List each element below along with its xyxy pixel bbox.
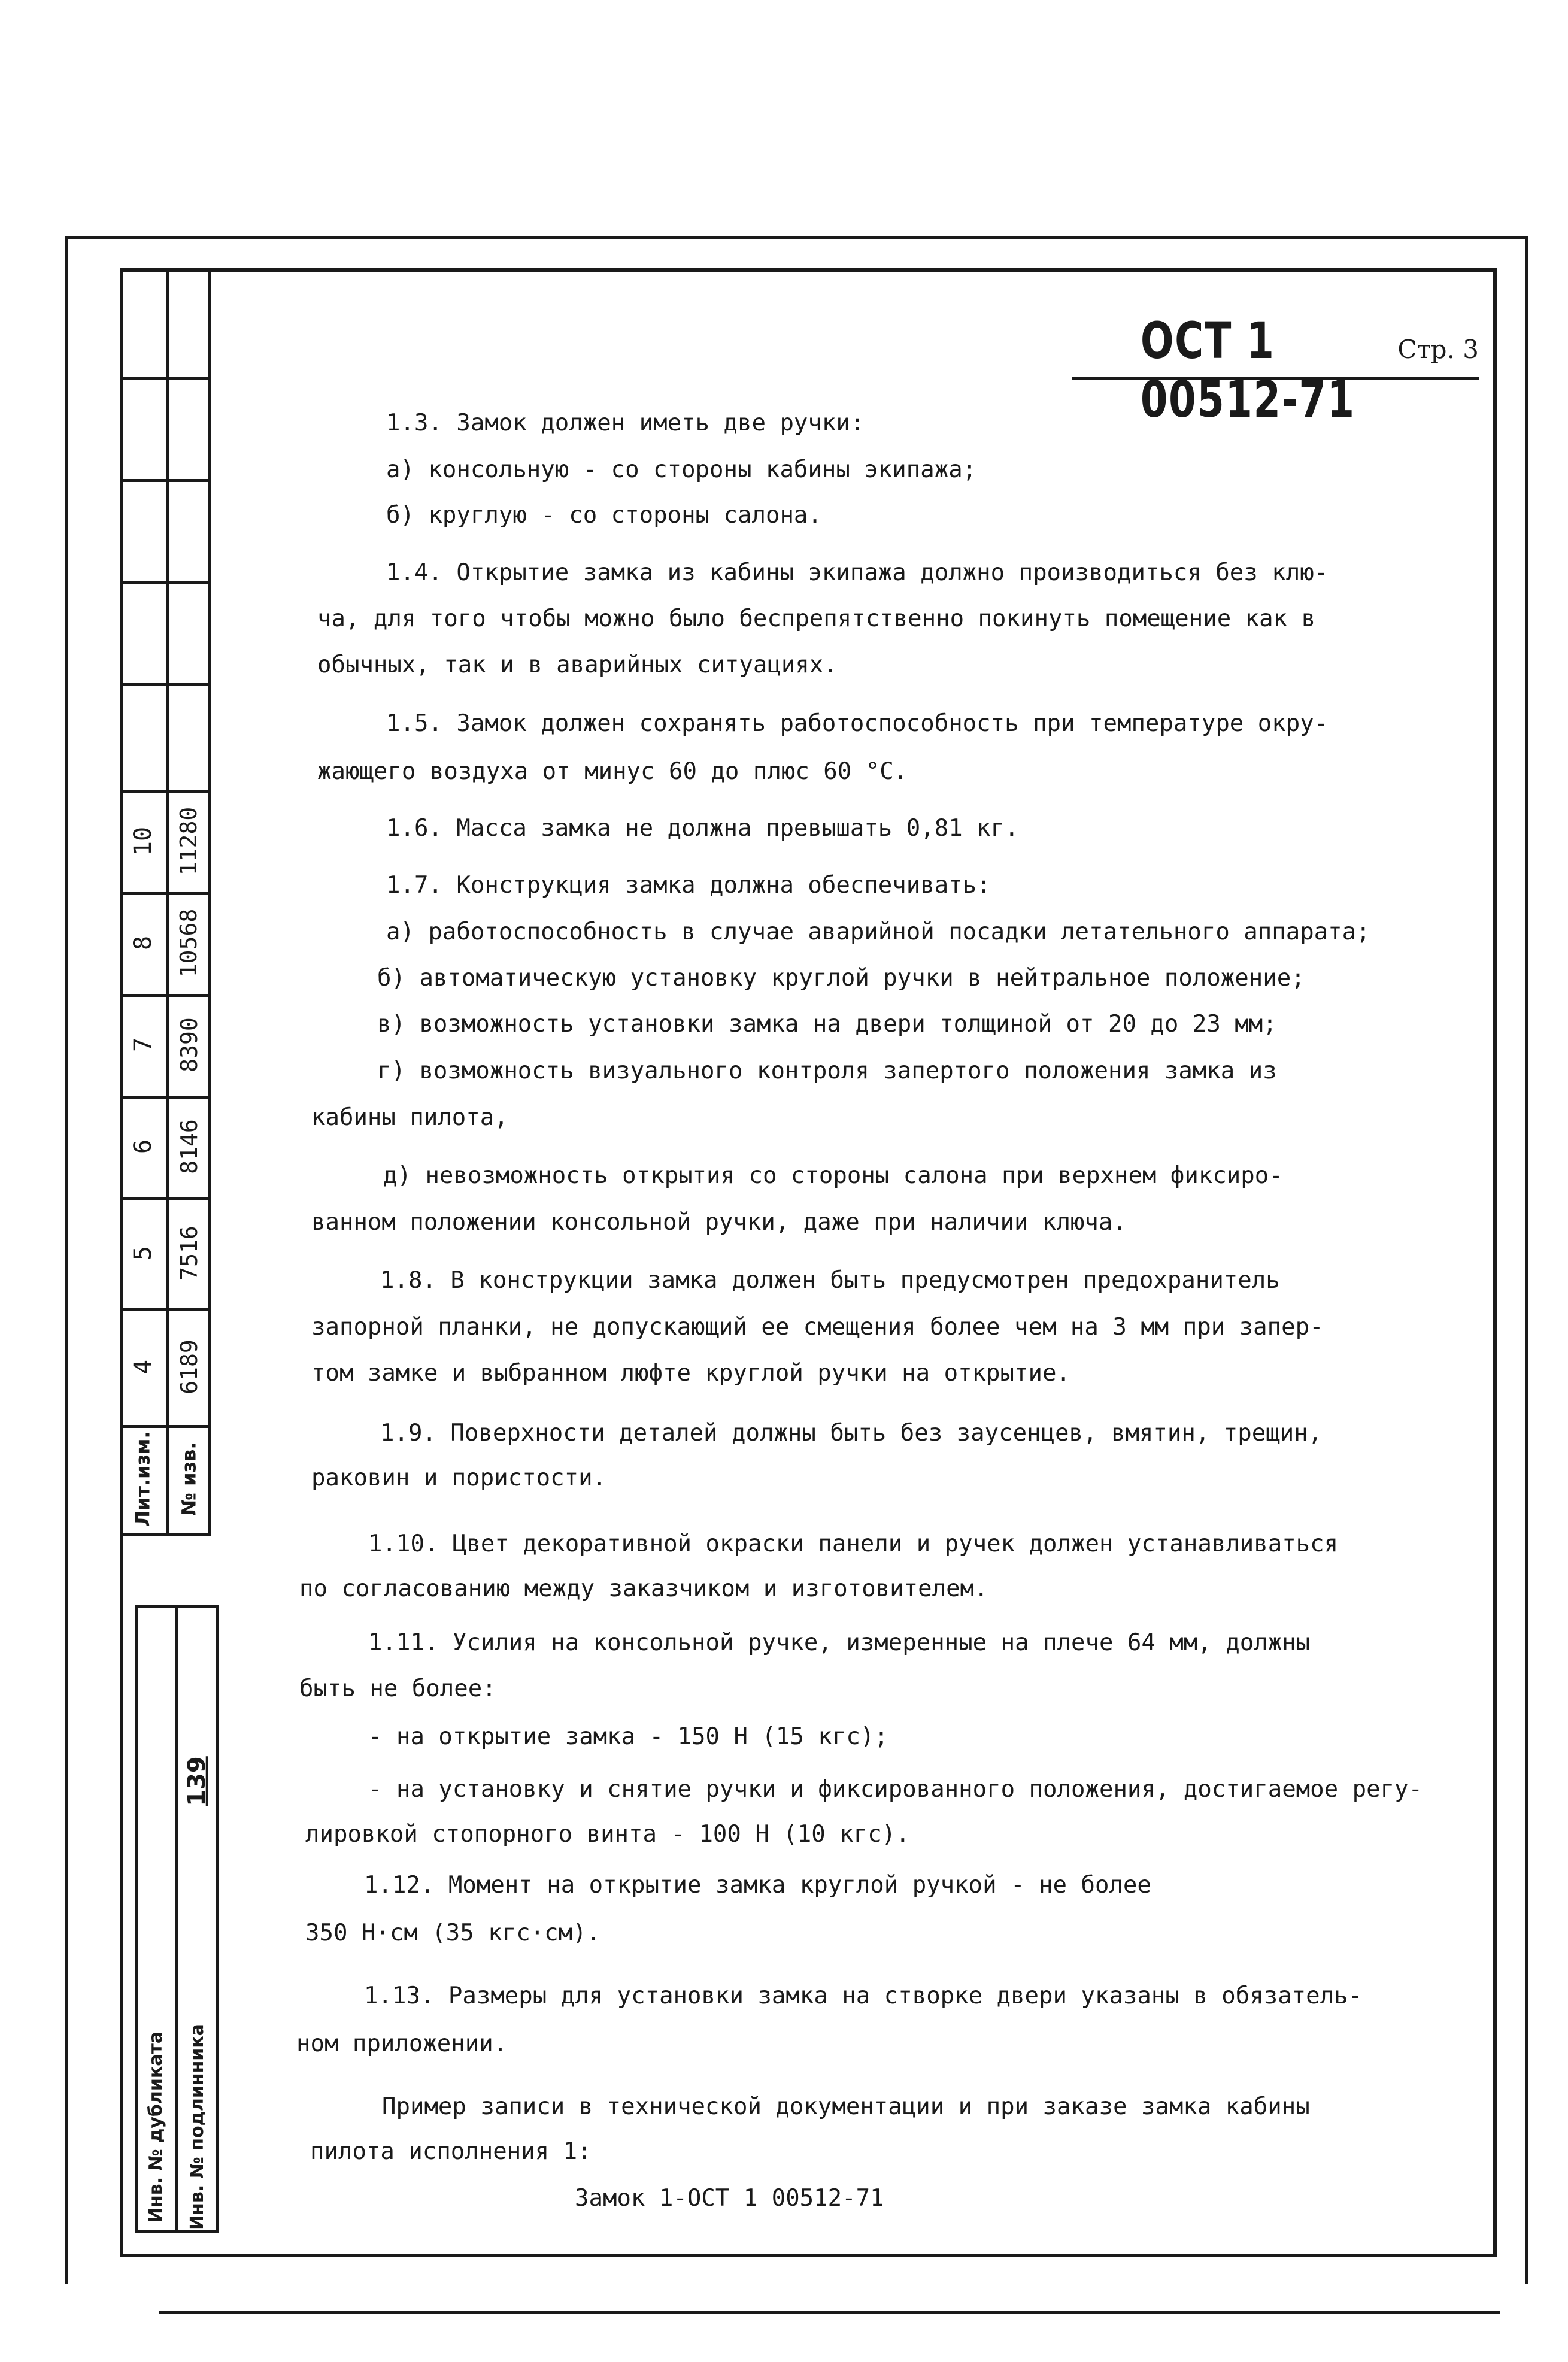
text-line: д) невозможность открытия со стороны салона при верхнем фиксиро- [383,1162,1283,1189]
notice-number-cell: 7516 [175,1225,202,1281]
page-number: Стр. 3 [1397,335,1479,364]
page-header [1072,311,1479,429]
text-line: 1.3. Замок должен иметь две ручки: [386,410,865,436]
designation-example: Замок 1-ОСТ 1 00512-71 [575,2185,884,2212]
change-number-cell: 5 [129,1245,157,1260]
text-line: 1.13. Размеры для установки замка на створке двери указаны в обязатель- [364,1982,1363,2009]
text-line: 1.11. Усилия на консольной ручке, измеренные на плече 64 мм, должны [368,1629,1311,1656]
text-line: а) консольную - со стороны кабины экипажа; [386,456,977,483]
text-line: г) возможность визуального контроля запертого положения замка из [377,1057,1277,1084]
side-table-row-line [120,377,211,380]
change-label-cell: Лит.изм. [132,1431,154,1527]
notice-label-cell: № изв. [177,1442,201,1516]
text-line: 1.8. В конструкции замка должен быть предусмотрен предохранитель [380,1267,1280,1294]
text-line: запорной планки, не допускающий ее смещения более чем на 3 мм при запер- [311,1314,1324,1341]
notice-number-cell: 8146 [175,1119,202,1174]
text-line: быть не более: [299,1675,496,1702]
text-line: 1.5. Замок должен сохранять работоспособность при температуре окру- [386,710,1329,737]
change-number-cell: 10 [129,826,157,856]
notice-number-cell: 6189 [175,1339,202,1394]
text-line: по согласованию между заказчиком и изготовителем. [299,1575,988,1602]
original-inventory-number: 139 [183,1756,211,1806]
text-line: 1.4. Открытие замка из кабины экипажа должно производиться без клю- [386,559,1329,586]
text-line: ча, для того чтобы можно было беспрепятственно покинуть помещение как в [317,605,1316,632]
side-table-divider-2 [208,268,211,1535]
text-line: ном приложении. [296,2030,508,2057]
change-number-cell: 8 [129,935,157,951]
text-line: Пример записи в технической документации и при заказе замка кабины [382,2093,1310,2120]
notice-number-cell: 10568 [175,908,202,978]
text-line: 350 Н·см (35 кгс·см). [305,1920,601,1946]
text-line: в) возможность установки замка на двери толщиной от 20 до 23 мм; [377,1011,1277,1038]
text-line: ванном положении консольной ручки, даже при наличии ключа. [311,1209,1127,1236]
standard-designation: ОСТ 1 00512-71 [1140,311,1355,429]
text-line: а) работоспособность в случае аварийной посадки летательного аппарата; [386,918,1370,945]
side-table-row-line [120,1533,211,1536]
text-line: б) круглую - со стороны салона. [386,502,822,529]
text-line: - на открытие замка - 150 Н (15 кгс); [368,1723,888,1750]
text-line: 1.7. Конструкция замка должна обеспечивать: [386,872,991,899]
bottom-rule [159,2311,1500,2314]
notice-number-cell: 11280 [175,806,202,876]
original-inventory-label: Инв. № подлинника [186,2024,208,2230]
change-number-cell: 6 [129,1139,157,1154]
text-line: обычных, так и в аварийных ситуациях. [317,651,838,678]
side-table-row-line [120,581,211,584]
text-line: кабины пилота, [311,1104,508,1131]
text-line: б) автоматическую установку круглой ручки в нейтральное положение; [377,965,1305,992]
text-line: - на установку и снятие ручки и фиксированного положения, достигаемое регу- [368,1776,1423,1803]
text-line: пилота исполнения 1: [310,2138,592,2165]
text-line: 1.12. Момент на открытие замка круглой ручкой - не более [364,1872,1151,1899]
side-table-row-line [120,683,211,686]
text-line: 1.10. Цвет декоративной окраски панели и ручек должен устанавливаться [368,1530,1339,1557]
side-table-row-line [120,479,211,482]
text-line: 1.6. Масса замка не должна превышать 0,81 кг. [386,815,1019,842]
change-number-cell: 7 [129,1037,157,1053]
notice-number-cell: 8390 [175,1017,202,1072]
text-line: лировкой стопорного винта - 100 Н (10 кгс). [305,1821,910,1848]
change-number-cell: 4 [129,1359,157,1374]
duplicate-inventory-label: Инв. № дубликата [145,2031,167,2223]
text-line: жающего воздуха от минус 60 до плюс 60 °С. [317,758,908,785]
text-line: том замке и выбранном люфте круглой ручки на открытие. [311,1360,1070,1387]
text-line: раковин и пористости. [311,1464,607,1491]
text-line: 1.9. Поверхности деталей должны быть без заусенцев, вмятин, трещин, [380,1420,1323,1447]
